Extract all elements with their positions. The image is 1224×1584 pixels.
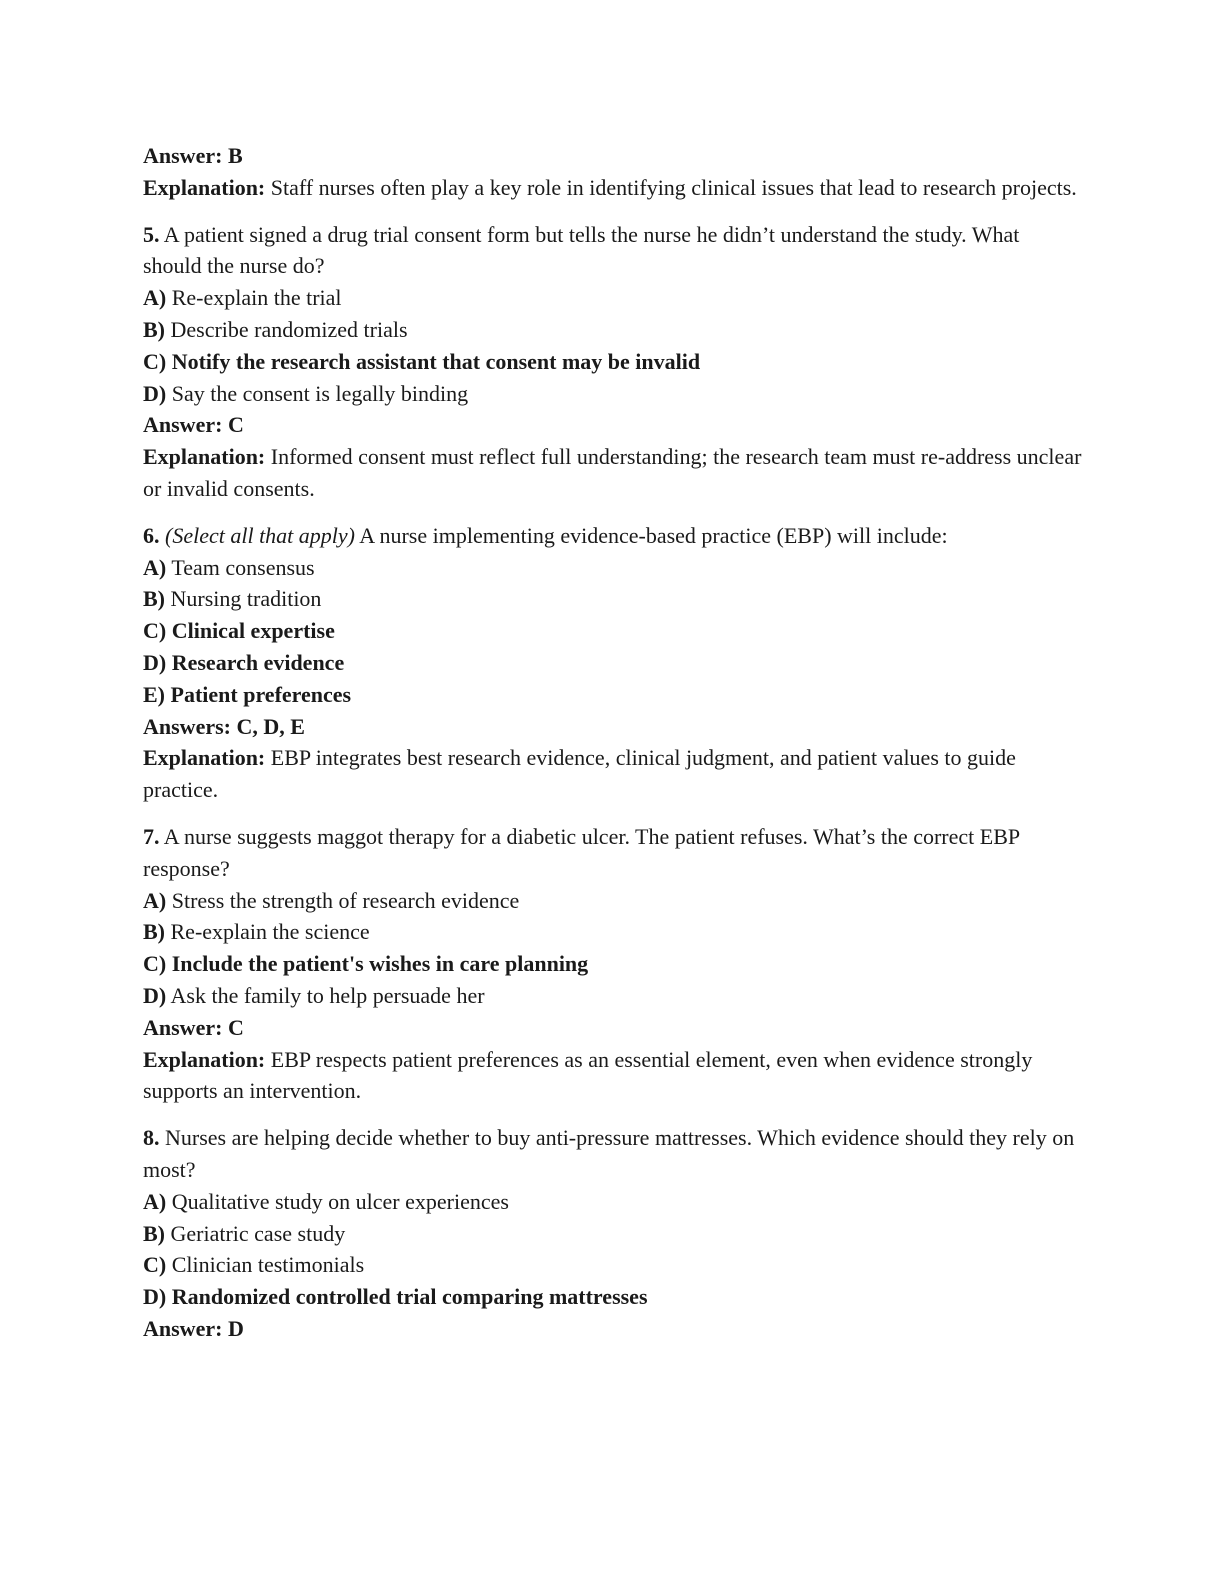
question-number: 7. xyxy=(143,823,160,849)
explanation-text: EBP integrates best research evidence, clinical judgment, and patient values to guide practice. xyxy=(143,745,1016,803)
explanation-label: Explanation: xyxy=(143,444,266,470)
q8-option-c xyxy=(143,1249,1083,1281)
option-text-correct: Research evidence xyxy=(171,649,345,675)
q7-option-d xyxy=(143,980,1083,1012)
q8-option-d xyxy=(143,1281,1083,1313)
q5-option-b xyxy=(143,314,1083,346)
option-text: Team consensus xyxy=(171,554,315,580)
answer-label: Answer: xyxy=(143,1315,223,1341)
answer-label: Answer: xyxy=(143,412,223,438)
option-letter: C) xyxy=(143,1252,167,1278)
question-text: A nurse suggests maggot therapy for a diabetic ulcer. The patient refuses. What’s the correct EBP response? xyxy=(143,823,1020,881)
option-letter: D) xyxy=(143,1284,167,1310)
option-text: Say the consent is legally binding xyxy=(171,380,469,406)
question-text: A nurse implementing evidence-based practice (EBP) will include: xyxy=(359,522,948,548)
option-letter: C) xyxy=(143,618,167,644)
option-letter: A) xyxy=(143,887,167,913)
option-letter: D) xyxy=(143,982,167,1008)
option-letter: C) xyxy=(143,951,167,977)
q6-explanation xyxy=(143,742,1083,806)
option-letter: B) xyxy=(143,586,165,612)
explanation-text: Staff nurses often play a key role in identifying clinical issues that lead to research projects. xyxy=(270,174,1077,200)
answer-label: Answers: xyxy=(143,713,231,739)
answer-value: C xyxy=(227,1014,244,1040)
page-content xyxy=(143,140,1083,1345)
explanation-text: Informed consent must reflect full understanding; the research team must re-address unclear or invalid consents. xyxy=(143,444,1082,501)
question-number: 5. xyxy=(143,221,160,247)
q4-answer xyxy=(143,140,1083,172)
q6-option-b xyxy=(143,583,1083,615)
q7-question xyxy=(143,821,1083,885)
q6-question xyxy=(143,520,1083,552)
option-text: Re-explain the trial xyxy=(171,285,342,311)
question-number: 6. xyxy=(143,522,160,548)
q8-question xyxy=(143,1122,1083,1186)
option-letter: D) xyxy=(143,649,167,675)
option-text: Describe randomized trials xyxy=(170,316,408,342)
q5-answer xyxy=(143,409,1083,441)
q5-question xyxy=(143,219,1083,283)
option-text: Geriatric case study xyxy=(170,1220,346,1246)
option-letter: C) xyxy=(143,348,167,374)
option-text-correct: Patient preferences xyxy=(170,681,352,707)
option-letter: A) xyxy=(143,554,167,580)
option-text-correct: Include the patient's wishes in care planning xyxy=(171,951,589,977)
option-text: Re-explain the science xyxy=(170,919,370,945)
q8-option-a xyxy=(143,1186,1083,1218)
answer-label: Answer: xyxy=(143,143,223,168)
question-qualifier: (Select all that apply) xyxy=(165,522,355,548)
q7-explanation xyxy=(143,1044,1083,1108)
q8-answer xyxy=(143,1313,1083,1345)
q7-option-a xyxy=(143,885,1083,917)
answer-value: D xyxy=(227,1315,244,1341)
q5-option-d xyxy=(143,378,1083,410)
option-text: Stress the strength of research evidence xyxy=(171,887,520,913)
q8-option-b xyxy=(143,1218,1083,1250)
answer-value: C xyxy=(227,412,244,438)
explanation-label: Explanation: xyxy=(143,1046,266,1072)
option-letter: E) xyxy=(143,681,165,707)
q6-option-c xyxy=(143,615,1083,647)
q5-option-a xyxy=(143,282,1083,314)
question-text: Nurses are helping decide whether to buy anti-pressure mattresses. Which evidence should they rely on most? xyxy=(143,1125,1075,1182)
option-letter: A) xyxy=(143,1188,167,1214)
q7-answer xyxy=(143,1012,1083,1044)
option-text-correct: Randomized controlled trial comparing mattresses xyxy=(171,1284,648,1310)
option-text: Ask the family to help persuade her xyxy=(170,982,485,1008)
explanation-text: EBP respects patient preferences as an essential element, even when evidence strongly supports an intervention. xyxy=(143,1046,1033,1104)
explanation-label: Explanation: xyxy=(143,745,266,771)
answer-label: Answer: xyxy=(143,1014,223,1040)
q7-option-b xyxy=(143,916,1083,948)
option-letter: B) xyxy=(143,316,165,342)
option-letter: A) xyxy=(143,285,167,311)
q6-option-d xyxy=(143,647,1083,679)
q6-option-e xyxy=(143,679,1083,711)
answer-value: C, D, E xyxy=(236,713,305,739)
option-letter: B) xyxy=(143,919,165,945)
option-text: Clinician testimonials xyxy=(171,1252,365,1278)
q5-option-c xyxy=(143,346,1083,378)
option-text: Qualitative study on ulcer experiences xyxy=(171,1188,509,1214)
question-text: A patient signed a drug trial consent form but tells the nurse he didn’t understand the study. What should the nurse do? xyxy=(143,221,1020,279)
explanation-label: Explanation: xyxy=(143,174,266,200)
question-number: 8. xyxy=(143,1125,160,1151)
q4-explanation xyxy=(143,172,1083,204)
q6-option-a xyxy=(143,552,1083,584)
option-letter: B) xyxy=(143,1220,165,1246)
q6-answer xyxy=(143,711,1083,743)
option-text-correct: Notify the research assistant that consent may be invalid xyxy=(171,348,701,374)
answer-value: B xyxy=(227,143,243,168)
option-letter: D) xyxy=(143,380,167,406)
q5-explanation xyxy=(143,441,1083,505)
option-text: Nursing tradition xyxy=(170,586,322,612)
q7-option-c xyxy=(143,948,1083,980)
option-text-correct: Clinical expertise xyxy=(171,618,335,644)
